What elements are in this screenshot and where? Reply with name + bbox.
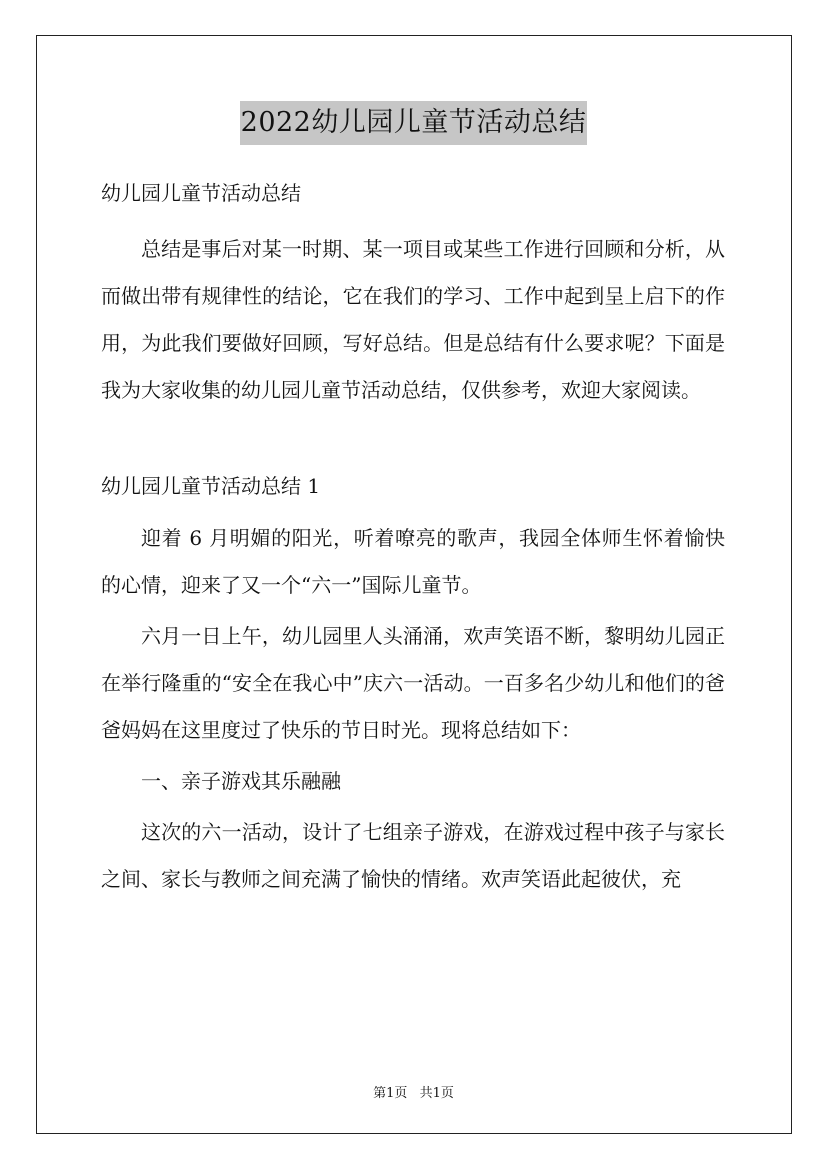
current-page-label: 第1页: [373, 1086, 408, 1101]
total-pages-label: 共1页: [419, 1086, 454, 1101]
section1-paragraph: 迎着 6 月明媚的阳光，听着嘹亮的歌声，我园全体师生怀着愉快的心情，迎来了又一个“六一”国际儿童节。: [101, 526, 725, 597]
section-spacer: [101, 414, 725, 463]
document-title: [0, 101, 827, 145]
section1-paragraph: 六月一日上午，幼儿园里人头涌涌，欢声笑语不断，黎明幼儿园正在举行隆重的“安全在我心中”庆六一活动。一百多名少幼儿和他们的爸爸妈妈在这里度过了快乐的节日时光。现将总结如下：: [101, 624, 725, 742]
section-heading: 幼儿园儿童节活动总结: [101, 181, 301, 205]
section1-subheading: 一、亲子游戏其乐融融: [141, 769, 341, 793]
intro-paragraph: 总结是事后对某一时期、某一项目或某些工作进行回顾和分析，从而做出带有规律性的结论，它在我们的学习、工作中起到呈上启下的作用，为此我们要做好回顾，写好总结。但是总结有什么要求呢？下面是我为大家收集的幼儿园儿童节活动总结，仅供参考，欢迎大家阅读。: [101, 237, 725, 402]
section1-heading: 幼儿园儿童节活动总结 1: [101, 474, 321, 498]
document-title-text: 2022幼儿园儿童节活动总结: [240, 101, 588, 145]
section1-paragraph: 这次的六一活动，设计了七组亲子游戏，在游戏过程中孩子与家长之间、家长与教师之间充满了愉快的情绪。欢声笑语此起彼伏，充: [101, 820, 725, 891]
document-body: [101, 170, 725, 903]
page-footer: [0, 1082, 827, 1101]
